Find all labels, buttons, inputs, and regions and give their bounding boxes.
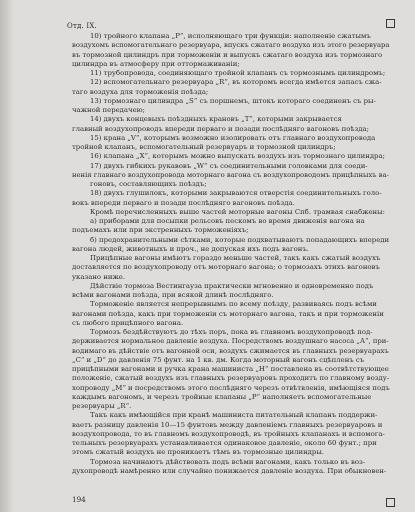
text-line: вагона людей, животныхъ и проч., не допуская ихъ подъ вагонъ. [72,244,309,253]
text-line: всѣми вагонами поѣзда, при всякой длинѣ послѣдняго. [72,291,274,299]
text-line: Тормозъ бездѣйствуютъ до тѣхъ поръ, пока въ главномъ воздухопроводѣ под- [90,328,373,336]
section-label: Отд. IX. [67,22,97,30]
text-line: прицѣпными вагонами и ручка крана машиниста „Н“ поставлена въ соотвѣтствующее [72,365,389,373]
text-line: главный воздухопроводъ впереди перваго и позади послѣдняго вагоновъ поѣзда; [72,124,369,133]
page-footer [72,495,395,507]
text-line: вагонами поѣзда, какъ при торможеніи съ моторнаго вагона, такъ и при торможеніи [72,309,384,318]
page-number: 194 [72,495,86,504]
text-line: гоновъ, составляющихъ поѣздъ; [90,180,207,188]
text-line: Торможеніе является непрерывнымъ по всему поѣзду, развиваясь подъ всѣми [90,300,377,309]
text-line: духопроводѣ намѣренно или случайно понижается давленіе воздуха. При обыкновен- [72,466,387,475]
text-line: „С“ и „D“ до давленія 75 фунт. на 1 кв. дм. Когда моторный вагонъ сцѣпленъ съ [72,355,365,364]
text-line: держивается нормальное давленіе воздуха. Посредствомъ воздушнаго насоса „А“, при- [72,337,389,346]
corner-mark-icon [386,19,395,28]
text-line: положеніе, сжатый воздухъ изъ главныхъ резервуаровъ проходитъ по главному возду- [72,374,390,383]
document-body [72,32,392,476]
text-line: воздухомъ вспомогательнаго резервуара, впускъ сжатаго воздуха изъ этого резервуара [72,41,390,50]
text-line: воздухопровода, то въ главномъ воздухопроводѣ, въ тройныхъ клапанахъ и вспомога- [72,429,385,438]
text-line: 12) вспомогательнаго резервуара „R“, въ которомъ всегда имѣется запасъ сжа- [90,78,382,87]
text-line: 13) тормознаго цилиндра „S“ съ поршнемъ, штокъ котораго соединенъ съ ры- [90,96,376,105]
text-line: 17) двухъ гибкихъ рукавовъ „W“ съ соединительными головками для соеди- [90,161,368,170]
corner-mark-icon [386,498,395,507]
text-line: ваетъ разницу давленія 10—15 фунтовъ между давленіемъ главныхъ резервуаровъ и [72,420,383,429]
text-line: вокъ впереди перваго и позади послѣдняго вагоновъ поѣзда. [72,198,295,207]
text-line: каждымъ вагономъ, и черезъ тройные клапаны „Р“ наполняетъ вспомогательные [72,392,372,401]
text-line: 11) трубопровода, соединяющаго тройной клапанъ съ тормознымъ цилиндромъ; [90,69,386,77]
text-line: а) приборами для посыпки рельсовъ пескомъ во время движенія вагона на [90,217,365,225]
text-line: таго воздуха для торможенія поѣзда; [72,87,209,96]
text-line: 15) крана „V“, которымъ возможно изолировать отъ главнаго воздухопровода [90,133,376,142]
text-line: цилиндра въ атмосферу при оттормаживаніи; [72,59,240,68]
text-line: съ любого прицѣпного вагона. [72,318,184,327]
text-line: Дѣйствіе тормоза Вестингауза практически мгновенно и одновременно подъ [90,281,374,290]
text-line: въ тормозной цилиндръ при торможеніи и выпускъ сжатаго воздуха изъ тормознаго [72,50,383,59]
text-line: доставляется по воздухопроводу отъ моторнаго вагона; о тормозахъ этихъ вагоновъ [72,263,380,272]
text-line: тельныхъ резервуарахъ устанавливается одинаковое давленіе, около 60 фунт.; при [72,439,377,447]
text-line: подъемахъ или при экстренныхъ торможеніяхъ; [72,226,249,235]
text-line: Прицѣпные вагоны имѣютъ гораздо меньше частей, такъ какъ сжатый воздухъ [90,254,381,262]
text-line: водимаго въ дѣйствіе отъ вагонной оси, воздухъ сжимается въ главныхъ резервуарахъ [72,346,389,355]
text-line: 14) двухъ концевыхъ поѣздныхъ крановъ „Т“, которыми закрывается [90,115,342,124]
text-line: резервуары „R“. [72,402,132,410]
text-line: указано ниже. [72,272,126,281]
text-line: 10) тройного клапана „Р“, исполняющаго три функціи: наполненіе сжатымъ [90,32,371,40]
binding-shadow [0,0,14,512]
text-line: 18) двухъ глушилокъ, которыми закрываются отверстія соединительныхъ голо- [90,189,382,198]
text-line: чажной передачею; [72,106,145,114]
text-line: Кромѣ перечисленныхъ выше частей моторные вагоны Спб. трамвая снабжены: [90,207,385,216]
text-line: 16) клапана „Х“, которымъ можно выпускать воздухъ изъ тормознаго цилиндра; [90,152,385,161]
text-line: Тормоза начинаютъ дѣйствовать подъ всѣми вагонами, какъ только въ воз- [90,457,366,466]
text-line: тройной клапанъ, вспомогательный резервуаръ и тормозной цилиндръ; [72,143,336,151]
text-line: ненія главнаго воздухопровода моторнаго вагона съ воздухопроводомъ прицѣпныхъ ва- [72,170,389,179]
text-line: хопроводу „М“ и посредствомъ этого послѣдняго черезъ отвѣтвленія, имѣющіяся подъ [72,383,390,392]
text-line: б) предохранительными сѣтками, которые подхватываютъ попадающихъ впереди [90,235,390,244]
text-line: этомъ сжатый воздухъ не проникаетъ тѣмъ въ тормозные цилиндры. [72,448,325,457]
text-line: Такъ какъ имѣющійся при кранѣ машиниста питательный клапанъ поддержи- [90,411,378,420]
